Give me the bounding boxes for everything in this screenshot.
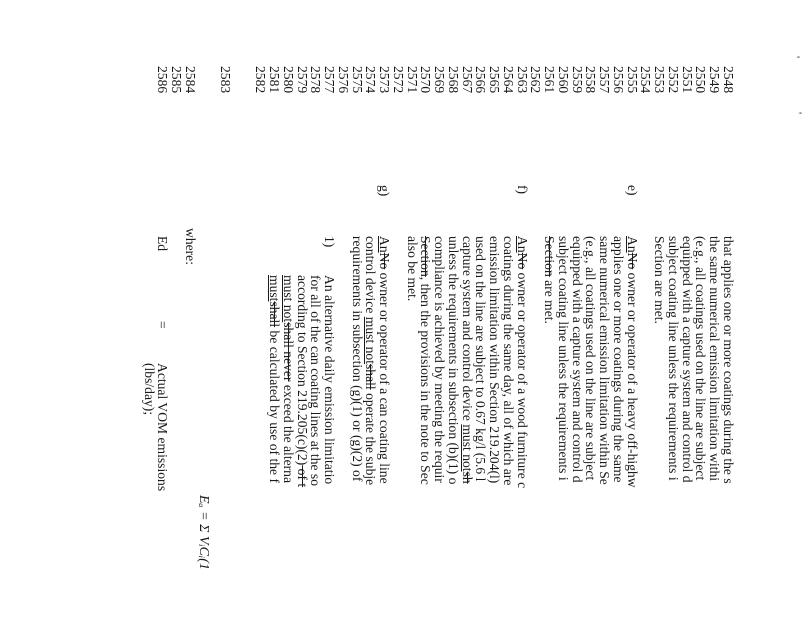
line-number: 2554 (638, 66, 654, 94)
line-number: 2553 (652, 66, 668, 94)
deleted-text: No (377, 252, 393, 270)
definition-text: (lbs/day); (141, 363, 157, 416)
where-label: where: (183, 228, 198, 265)
text-run: owner or operator of a heavy off-highw (624, 269, 640, 488)
text-line (625, 236, 639, 488)
text-line (378, 236, 392, 484)
line-number: 2584 (183, 66, 198, 94)
line-number: 2563 (514, 66, 530, 94)
margin-mark: ' (789, 56, 803, 59)
line-number: 2576 (336, 66, 351, 94)
deleted-text: sh (459, 471, 475, 484)
line-number: 2560 (556, 66, 571, 94)
definition-text: Actual VOM emissions (155, 363, 171, 492)
text-line: also be met. (404, 236, 420, 302)
text-run: exceed the alterna (281, 381, 296, 483)
text-line (295, 275, 309, 487)
text-line: compliance is achieved by meeting the requir (432, 236, 448, 483)
deleted-text: Section (542, 236, 558, 277)
text-line (268, 275, 282, 483)
line-number: 2574 (363, 66, 379, 94)
subsection-label-f: f) (514, 185, 530, 195)
text-line (515, 236, 529, 488)
line-number: 2585 (169, 66, 185, 94)
deleted-text: No (624, 252, 640, 270)
text-line: (e.g., all coatings used on the line are subject (583, 236, 599, 481)
text-line (419, 236, 433, 485)
definition-symbol: Ed (155, 236, 171, 252)
text-run: , then the provisions in the note to Sec (418, 276, 434, 485)
subsection-label-g1: 1) (322, 236, 338, 248)
deleted-text: shall (363, 364, 379, 390)
text-line: same numerical emission limitation within Se (597, 236, 613, 485)
text-line: equipped with a capture system and control d (679, 236, 695, 483)
inserted-text: must not (459, 424, 475, 472)
line-number: 2564 (501, 66, 516, 94)
line-number: 2562 (528, 66, 544, 94)
definition-equals: = (155, 321, 171, 329)
text-line (543, 236, 557, 324)
text-line: used on the line are subject to 0.67 kg/l (5.6 l (473, 236, 489, 482)
line-number: 2577 (322, 66, 338, 94)
text-line: subject coating line unless the requirements i (666, 236, 681, 481)
line-number: 2551 (679, 66, 695, 94)
deleted-text: Section (418, 236, 434, 277)
text-run: control device (363, 236, 379, 317)
line-number: 2548 (721, 66, 736, 94)
line-number: 2552 (666, 66, 681, 94)
emission-formula: Eₐ = Σ VᵢCᵢ(1 (196, 495, 211, 570)
text-run: operate the subje (363, 389, 379, 486)
text-line: emission limitation within Section 219.204(l) (487, 236, 503, 484)
line-number: 2565 (487, 66, 503, 94)
line-number: 2556 (611, 66, 626, 94)
line-number: 2569 (432, 66, 448, 94)
inserted-text: must (267, 275, 283, 302)
text-line: requirements in subsection (g)(1) or (g)(2) of (349, 236, 365, 482)
line-number: 2567 (459, 66, 475, 94)
text-line: the same numerical emission limitation withi (707, 236, 723, 482)
line-number: 2583 (218, 66, 233, 94)
inserted-text: An (377, 236, 393, 253)
deleted-text: No (514, 252, 530, 270)
text-line (460, 236, 474, 484)
margin-mark: ' (791, 112, 805, 115)
deleted-text: shall (267, 301, 283, 328)
text-line: An alternative daily emission limitatio (322, 275, 338, 485)
text-line: unless the requirements in subsection (b)(1) o (446, 236, 461, 485)
line-number: 2559 (569, 66, 585, 94)
text-line: that applies one or more coatings during the s (721, 236, 736, 484)
text-line: for all of the can coating lines at the so (308, 275, 324, 487)
text-line: applies one or more coatings during the same (611, 236, 626, 483)
line-number: 2572 (391, 66, 406, 94)
text-line (364, 236, 378, 485)
deleted-text: of t (294, 465, 310, 488)
line-number: 2586 (155, 66, 171, 94)
text-line: equipped with a capture system and control d (569, 236, 585, 483)
line-number: 2571 (404, 66, 420, 94)
text-line: coatings during the same day, all of which are (501, 236, 516, 486)
line-number: 2575 (349, 66, 365, 94)
line-number: 2582 (253, 66, 269, 94)
line-number: 2561 (542, 66, 558, 94)
line-number: 2557 (597, 66, 613, 94)
line-number: 2550 (693, 66, 709, 94)
inserted-text: must not (281, 275, 296, 323)
line-number: 2566 (473, 66, 489, 94)
text-run: owner or operator of a can coating line (377, 269, 393, 484)
subsection-label-e: e) (624, 185, 640, 196)
text-run: capture system and control device (459, 236, 475, 425)
line-number: 2581 (267, 66, 283, 94)
text-line (281, 275, 295, 483)
line-number: 2558 (583, 66, 599, 94)
inserted-text: An (624, 236, 640, 253)
deleted-text: shall never (281, 322, 296, 382)
line-number: 2573 (377, 66, 393, 94)
text-run: owner or operator of a wood furniture c (514, 269, 530, 489)
line-number: 2578 (308, 66, 324, 94)
line-number: 2580 (281, 66, 296, 94)
line-number: 2570 (418, 66, 434, 94)
text-line: (e.g., all coatings used on the line are subject (693, 236, 709, 481)
line-number: 2549 (707, 66, 723, 94)
line-number: 2568 (446, 66, 461, 94)
text-line: subject coating line unless the requirements i (556, 236, 571, 481)
text-line: Section are met. (652, 236, 668, 324)
text-run: are met. (542, 276, 558, 324)
text-run: be calculated by use of the f (267, 327, 283, 484)
line-number: 2555 (624, 66, 640, 94)
inserted-text: An (514, 236, 530, 253)
subsection-label-g: g) (377, 185, 393, 197)
text-run: according to Section 219.205(c)(2) (294, 275, 310, 466)
line-number: 2579 (294, 66, 310, 94)
inserted-text: must not (363, 316, 379, 364)
